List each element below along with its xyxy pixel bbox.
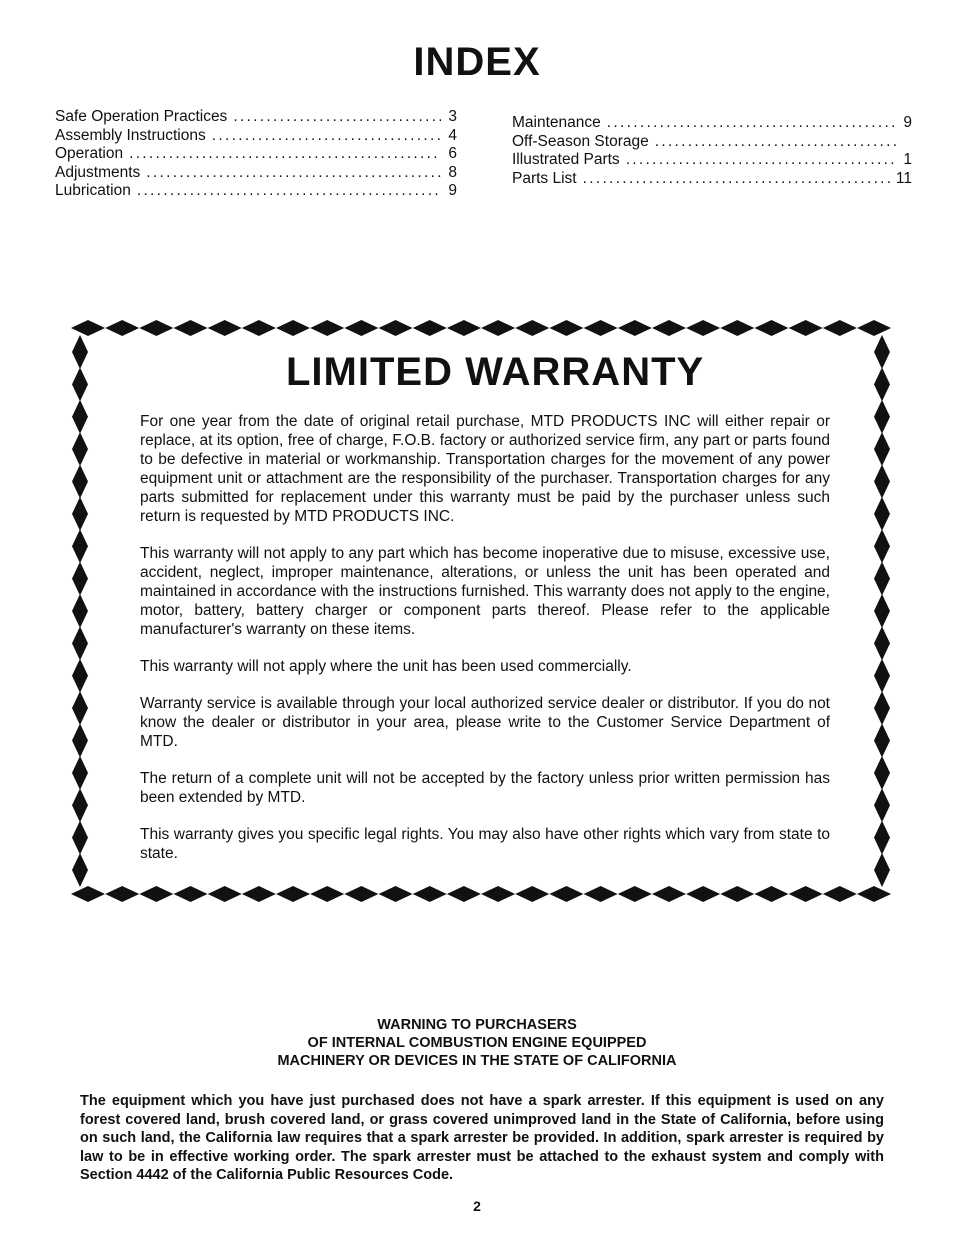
dot-leader (583, 170, 890, 188)
border-diamond (242, 320, 276, 336)
dot-leader (137, 182, 441, 200)
border-diamond (823, 320, 857, 336)
warranty-paragraph: This warranty gives you specific legal rights. You may also have other rights which vary from state to state. (140, 826, 830, 862)
border-diamond (72, 853, 88, 887)
border-diamond (310, 886, 344, 902)
warranty-paragraph: This warranty will not apply where the unit has been used commercially. (140, 658, 632, 675)
index-entry-page: 1 (903, 151, 912, 169)
border-diamond (242, 886, 276, 902)
index-title: INDEX (413, 40, 541, 84)
border-diamond (72, 400, 88, 434)
dot-leader (212, 127, 441, 145)
border-diamond (447, 320, 481, 336)
border-diamond (105, 886, 139, 902)
index-entry-label: Maintenance (512, 114, 601, 131)
index-entry-page: 4 (448, 126, 457, 144)
dot-leader (233, 108, 441, 126)
border-diamond (276, 320, 310, 336)
index-entry-label: Safe Operation Practices (55, 108, 228, 125)
border-diamond (652, 320, 686, 336)
border-diamond (208, 320, 242, 336)
warranty-body (140, 412, 830, 881)
index-entry-label: Assembly Instructions (55, 126, 206, 144)
border-diamond (584, 886, 618, 902)
index-entry-label: Parts List (512, 169, 577, 187)
dot-leader (129, 145, 441, 163)
index-entry-label: Illustrated Parts (512, 151, 620, 169)
border-diamond (276, 886, 310, 902)
border-diamond (823, 886, 857, 902)
index-entry (55, 145, 457, 164)
border-diamond (72, 529, 88, 563)
index-entry (55, 108, 457, 127)
index-entry-page: 6 (448, 145, 457, 163)
border-diamond (72, 432, 88, 466)
index-entry-page: 9 (903, 114, 912, 131)
border-diamond (584, 320, 618, 336)
border-diamond (174, 320, 208, 336)
border-diamond (652, 886, 686, 902)
index-entry (512, 151, 912, 170)
border-diamond (344, 886, 378, 902)
border-diamond (71, 886, 105, 902)
border-diamond (481, 886, 515, 902)
california-warning-heading (0, 1016, 954, 1070)
warranty-paragraph: Warranty service is available through your local authorized service dealer or distributor. If you do not know the dealer or distributor in your area, please write to the Customer Service Department of MTD. (140, 695, 830, 750)
index-entry (512, 133, 912, 152)
california-heading-line: OF INTERNAL COMBUSTION ENGINE EQUIPPED (307, 1035, 647, 1051)
index-entry (55, 164, 457, 183)
border-diamond (874, 788, 890, 822)
index-entry-page: 3 (448, 108, 457, 125)
index-entry (512, 170, 912, 189)
border-diamond (72, 788, 88, 822)
border-diamond (72, 465, 88, 499)
border-diamond (754, 320, 788, 336)
border-diamond (72, 691, 88, 725)
border-diamond (72, 821, 88, 855)
index-entry (55, 127, 457, 146)
border-diamond (686, 886, 720, 902)
border-diamond (72, 367, 88, 401)
dot-leader (607, 114, 896, 132)
index-entry-page: 9 (448, 182, 457, 200)
border-diamond (208, 886, 242, 902)
border-diamond (379, 886, 413, 902)
border-diamond (549, 320, 583, 336)
border-diamond (874, 821, 890, 855)
limited-warranty-box (66, 316, 896, 906)
border-diamond (857, 886, 891, 902)
border-diamond (72, 335, 88, 369)
border-diamond (874, 756, 890, 790)
border-diamond (874, 626, 890, 660)
border-diamond (71, 320, 105, 336)
border-diamond (618, 886, 652, 902)
border-diamond (874, 367, 890, 401)
border-diamond (874, 691, 890, 725)
border-diamond (72, 626, 88, 660)
border-diamond (874, 465, 890, 499)
border-diamond (874, 562, 890, 596)
border-diamond (874, 432, 890, 466)
warranty-title: LIMITED WARRANTY (286, 350, 705, 394)
border-diamond (105, 320, 139, 336)
warranty-paragraph: This warranty will not apply to any part which has become inoperative due to misuse, excessive use, accident, neglect, improper maintenance, alterations, or unless the unit has been operated and maintained in accordance with the instructions furnished. This warranty does not apply to the engine, motor, battery, battery charger or component parts thereof. Please refer to the applicable manufacturer's warranty on these items. (140, 545, 830, 638)
border-diamond (720, 320, 754, 336)
border-diamond (481, 320, 515, 336)
index-left-column (55, 108, 457, 201)
border-diamond (789, 320, 823, 336)
border-diamond (874, 853, 890, 887)
index-right-column (512, 114, 912, 188)
border-diamond (857, 320, 891, 336)
border-diamond (310, 320, 344, 336)
page-number: 2 (473, 1198, 481, 1214)
border-diamond (874, 497, 890, 531)
index-entry-page: 8 (448, 163, 457, 181)
border-diamond (72, 756, 88, 790)
index-entry (55, 182, 457, 201)
border-diamond (515, 886, 549, 902)
border-diamond (874, 335, 890, 369)
index-entry-label: Operation (55, 145, 124, 163)
index-entry-label: Off-Season Storage (512, 132, 649, 150)
border-diamond (874, 594, 890, 628)
index-entry (512, 114, 912, 133)
border-diamond (549, 886, 583, 902)
border-diamond (447, 886, 481, 902)
border-diamond (720, 886, 754, 902)
california-heading-line: MACHINERY OR DEVICES IN THE STATE OF CALIFORNIA (277, 1053, 677, 1069)
border-diamond (72, 562, 88, 596)
border-diamond (344, 320, 378, 336)
border-diamond (174, 886, 208, 902)
border-diamond (139, 886, 173, 902)
index-entry-label: Adjustments (55, 163, 141, 181)
border-diamond (874, 724, 890, 758)
border-diamond (754, 886, 788, 902)
index-entry-page: 11 (895, 169, 912, 187)
border-diamond (139, 320, 173, 336)
border-diamond (413, 886, 447, 902)
border-diamond (379, 320, 413, 336)
border-diamond (874, 400, 890, 434)
dot-leader (146, 164, 441, 182)
warranty-paragraph: The return of a complete unit will not be accepted by the factory unless prior written permission has been extended by MTD. (140, 770, 830, 806)
border-diamond (72, 594, 88, 628)
border-diamond (789, 886, 823, 902)
border-diamond (874, 529, 890, 563)
border-diamond (515, 320, 549, 336)
border-diamond (72, 724, 88, 758)
california-warning-body: The equipment which you have just purchased does not have a spark arrester. If this equipment is used on any forest covered land, brush covered land, or grass covered unimproved land in the State of California, before using on such land, the California law requires that a spark arrester be provided. In addition, spark arrester is required by law to be in effective working order. The spark arrester must be attached to the exhaust system and comply with Section 4442 of the California Public Resources Code. (80, 1093, 884, 1184)
border-diamond (72, 659, 88, 693)
border-diamond (413, 320, 447, 336)
dot-leader (655, 133, 896, 151)
warranty-paragraph: For one year from the date of original retail purchase, MTD PRODUCTS INC will either repair or replace, at its option, free of charge, F.O.B. factory or authorized service firm, any part or parts found to be defective in material or workmanship. Transportation charges for the movement of any power equipment unit or attachment are the responsibility of the purchaser. Transportation charges for any parts submitted for replacement under this warranty must be paid by the purchaser unless such return is requested by MTD PRODUCTS INC. (140, 413, 830, 525)
index-entry-label: Lubrication (55, 182, 131, 200)
dot-leader (626, 151, 896, 169)
border-diamond (72, 497, 88, 531)
border-diamond (874, 659, 890, 693)
california-heading-line: WARNING TO PURCHASERS (377, 1017, 577, 1033)
border-diamond (618, 320, 652, 336)
border-diamond (686, 320, 720, 336)
